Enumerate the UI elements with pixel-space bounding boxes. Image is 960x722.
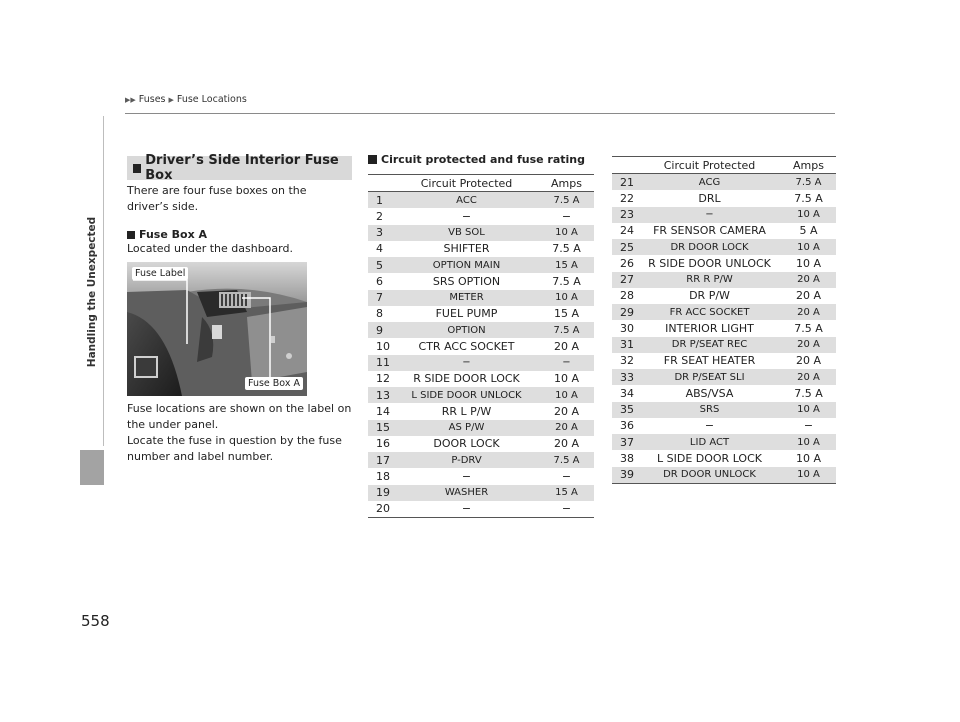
fuse-amps: 7.5 A: [794, 191, 823, 205]
fuse-amps: 20 A: [797, 371, 820, 383]
fuse-amps: 7.5 A: [553, 324, 580, 336]
table-row: [368, 355, 594, 371]
fuse-amps: 5 A: [799, 224, 818, 238]
table-title-text: Circuit protected and fuse rating: [381, 153, 585, 166]
table-row: [368, 501, 594, 518]
fuse-number: 4: [376, 242, 383, 256]
table-row: [368, 290, 594, 306]
fuse-amps: 20 A: [795, 289, 822, 303]
fuse-table-left: [368, 174, 594, 518]
fuse-circuit: METER: [449, 292, 484, 304]
table-row: [612, 402, 836, 418]
fuse-number: 21: [620, 175, 634, 189]
section-header: [127, 153, 352, 183]
fuse-number: 2: [376, 209, 383, 223]
fuse-amps: 20 A: [797, 339, 820, 351]
fuse-circuit: OPTION MAIN: [432, 259, 501, 271]
fuse-amps: 7.5 A: [553, 194, 580, 206]
page-number: 558: [81, 612, 110, 630]
fuse-number: 26: [620, 256, 634, 270]
fuse-circuit: FUEL PUMP: [435, 307, 498, 321]
fuse-amps: 10 A: [555, 227, 578, 239]
table-row: [368, 306, 594, 322]
fuse-number: 33: [620, 370, 634, 384]
fuse-number: 34: [620, 386, 634, 400]
table-row: [612, 190, 836, 206]
fuse-amps: 20 A: [555, 422, 578, 434]
triangle-right-icon: ▶: [168, 95, 174, 104]
table-row: [612, 304, 836, 320]
fuse-number: 8: [376, 307, 383, 321]
table-row: [368, 322, 594, 338]
fuse-number: 11: [376, 356, 390, 370]
fuse-amps: 10 A: [797, 404, 820, 416]
fuse-amps: 10 A: [795, 451, 822, 465]
table-row: [368, 387, 594, 403]
fuse-circuit: DR P/W: [689, 289, 730, 303]
fuse-table-right: [612, 156, 836, 484]
fuse-amps: 7.5 A: [553, 454, 580, 466]
fuse-number: 7: [376, 291, 383, 305]
fuse-label-callout: Fuse Label: [132, 267, 188, 280]
fuse-circuit: ABS/VSA: [685, 386, 734, 400]
table-row: [612, 223, 836, 239]
fuse-amps: −: [561, 502, 572, 516]
fuse-number: 18: [376, 469, 390, 483]
square-bullet-icon: [368, 155, 377, 164]
fuse-circuit: −: [461, 469, 472, 483]
fuse-amps: 10 A: [797, 209, 820, 221]
subheading-text: Fuse Box A: [139, 228, 208, 241]
fuse-amps: 20 A: [797, 306, 820, 318]
table-row: [368, 257, 594, 273]
table-row: [612, 272, 836, 288]
fuse-number: 15: [376, 421, 390, 435]
fuse-circuit: RR R P/W: [686, 274, 733, 286]
fuse-circuit: P-DRV: [451, 454, 482, 466]
fuse-number: 22: [620, 191, 634, 205]
table-row: [368, 192, 594, 208]
table-row: [612, 239, 836, 255]
fuse-amps: −: [803, 419, 814, 433]
square-bullet-icon: [127, 231, 135, 239]
fuse-number: 39: [620, 468, 634, 482]
fuse-circuit: AS P/W: [448, 422, 485, 434]
fuse-number: 36: [620, 419, 634, 433]
fuse-number: 13: [376, 388, 390, 402]
fuse-number: 38: [620, 451, 634, 465]
fuse-number: 25: [620, 240, 634, 254]
table-row: [368, 485, 594, 501]
fuse-circuit: DOOR LOCK: [433, 437, 500, 451]
fuse-amps: 10 A: [795, 256, 822, 270]
fuse-number: 3: [376, 226, 383, 240]
header-amps: Amps: [793, 158, 824, 172]
table-title: [368, 153, 585, 166]
fuse-amps: 10 A: [797, 469, 820, 481]
fuse-circuit: −: [705, 209, 714, 221]
table-row: [368, 452, 594, 468]
fuse-number: 16: [376, 437, 390, 451]
fuse-amps: 15 A: [555, 259, 578, 271]
fuse-amps: −: [562, 357, 571, 369]
fuse-circuit: CTR ACC SOCKET: [418, 339, 515, 353]
fuse-amps: 7.5 A: [794, 321, 823, 335]
fuse-number: 14: [376, 404, 390, 418]
table-header: [368, 175, 594, 192]
fuse-circuit: −: [462, 357, 471, 369]
fuse-number: 9: [376, 323, 383, 337]
fuse-amps: −: [561, 209, 572, 223]
chapter-side-label-text: Handling the Unexpected: [86, 216, 98, 368]
fuse-amps: 20 A: [797, 274, 820, 286]
fuse-circuit: L SIDE DOOR UNLOCK: [411, 389, 522, 401]
subheading: [127, 228, 207, 241]
fuse-amps: 7.5 A: [794, 386, 823, 400]
fuse-circuit: OPTION: [447, 324, 486, 336]
fuse-circuit: ACG: [698, 176, 721, 188]
fuse-amps: 7.5 A: [795, 176, 822, 188]
section-title: Driver’s Side Interior Fuse Box: [145, 153, 339, 183]
locate-note: Locate the fuse in question by the fuse number and label number.: [127, 434, 342, 463]
fuse-number: 30: [620, 321, 634, 335]
fuse-circuit: DR P/SEAT REC: [671, 339, 748, 351]
table-row: [612, 467, 836, 484]
fuse-number: 31: [620, 338, 634, 352]
fuse-number: 29: [620, 305, 634, 319]
breadcrumb-item-fuses[interactable]: Fuses: [138, 94, 166, 105]
table-row: [612, 174, 836, 190]
fuse-amps: 15 A: [553, 307, 580, 321]
fuse-circuit: WASHER: [444, 487, 489, 499]
fuse-amps: 20 A: [553, 437, 580, 451]
fuse-circuit: −: [461, 209, 472, 223]
table-header: [612, 157, 836, 174]
table-row: [368, 225, 594, 241]
table-row: [612, 337, 836, 353]
fuse-amps: 10 A: [797, 241, 820, 253]
triangle-right-icon: ▶▶: [125, 95, 136, 104]
fuse-circuit: −: [704, 419, 715, 433]
fuse-circuit: FR SEAT HEATER: [663, 354, 756, 368]
table-row: [368, 436, 594, 452]
breadcrumb-item-fuse-locations[interactable]: Fuse Locations: [176, 94, 247, 105]
fuse-circuit: R SIDE DOOR UNLOCK: [648, 256, 771, 270]
table-row: [368, 208, 594, 224]
fuse-amps: 10 A: [555, 292, 578, 304]
fuse-number: 28: [620, 289, 634, 303]
fuse-circuit: FR ACC SOCKET: [669, 306, 750, 318]
fuse-amps: 20 A: [553, 339, 580, 353]
fuse-number: 6: [376, 274, 383, 288]
fuse-number: 1: [376, 193, 383, 207]
fuse-amps: 7.5 A: [552, 274, 581, 288]
fuse-circuit: −: [461, 502, 472, 516]
fuse-amps: 20 A: [553, 404, 580, 418]
side-divider: [103, 116, 104, 446]
label-note: Fuse locations are shown on the label on the under panel.: [127, 402, 352, 431]
header-divider: [125, 113, 835, 114]
fuse-amps: 10 A: [555, 389, 578, 401]
header-amps: Amps: [551, 176, 582, 190]
table-row: [612, 288, 836, 304]
fuse-amps: 10 A: [553, 372, 580, 386]
fuse-number: 19: [376, 486, 390, 500]
fuse-circuit: DRL: [698, 191, 721, 205]
table-row: [368, 241, 594, 257]
fuse-circuit: DR P/SEAT SLI: [674, 371, 745, 383]
fuse-amps: 10 A: [797, 436, 820, 448]
fuse-circuit: DR DOOR UNLOCK: [663, 469, 756, 481]
table-row: [612, 207, 836, 223]
breadcrumb: [125, 94, 247, 105]
fuse-circuit: LID ACT: [689, 436, 730, 448]
square-bullet-icon: [133, 164, 141, 173]
fuse-number: 27: [620, 273, 634, 287]
table-row: [612, 369, 836, 385]
fuse-number: 37: [620, 435, 634, 449]
table-row: [612, 320, 836, 336]
table-row: [368, 420, 594, 436]
fuse-circuit: R SIDE DOOR LOCK: [413, 372, 520, 386]
fuse-number: 5: [376, 258, 383, 272]
chapter-tab: [80, 450, 104, 485]
intro-text: There are four fuse boxes on the driver’s side.: [127, 184, 307, 213]
fuse-number: 35: [620, 403, 634, 417]
fuse-circuit: FR SENSOR CAMERA: [653, 224, 766, 238]
fuse-amps: 20 A: [795, 354, 822, 368]
fuse-circuit: DR DOOR LOCK: [670, 241, 749, 253]
header-circuit: Circuit Protected: [663, 158, 756, 172]
header-circuit: Circuit Protected: [420, 176, 513, 190]
fuse-number: 20: [376, 502, 390, 516]
table-row: [368, 338, 594, 354]
table-row: [612, 353, 836, 369]
fuse-amps: −: [561, 469, 572, 483]
fuse-number: 32: [620, 354, 634, 368]
fuse-number: 17: [376, 453, 390, 467]
fuse-circuit: INTERIOR LIGHT: [665, 321, 754, 335]
fuse-box-callout: Fuse Box A: [245, 377, 303, 390]
fuse-number: 24: [620, 224, 634, 238]
table-row: [368, 468, 594, 484]
fuse-number: 12: [376, 372, 390, 386]
table-row: [612, 434, 836, 450]
fuse-circuit: SRS OPTION: [432, 274, 501, 288]
fuse-number: 23: [620, 208, 634, 222]
location-text: Located under the dashboard.: [127, 242, 293, 255]
fuse-circuit: SRS: [699, 404, 720, 416]
table-row: [612, 450, 836, 466]
fuse-amps: 7.5 A: [552, 242, 581, 256]
table-row: [368, 403, 594, 419]
fuse-circuit: ACC: [456, 194, 477, 206]
fuse-circuit: RR L P/W: [441, 404, 492, 418]
table-row: [368, 273, 594, 289]
table-row: [612, 418, 836, 434]
table-row: [368, 371, 594, 387]
chapter-side-label: [82, 216, 102, 368]
fuse-circuit: VB SOL: [448, 227, 485, 239]
fuse-number: 10: [376, 339, 390, 353]
fuse-circuit: SHIFTER: [443, 242, 490, 256]
table-row: [612, 255, 836, 271]
fuse-box-photo: [127, 262, 307, 396]
fuse-amps: 15 A: [555, 487, 578, 499]
table-row: [612, 385, 836, 401]
fuse-circuit: L SIDE DOOR LOCK: [657, 451, 762, 465]
